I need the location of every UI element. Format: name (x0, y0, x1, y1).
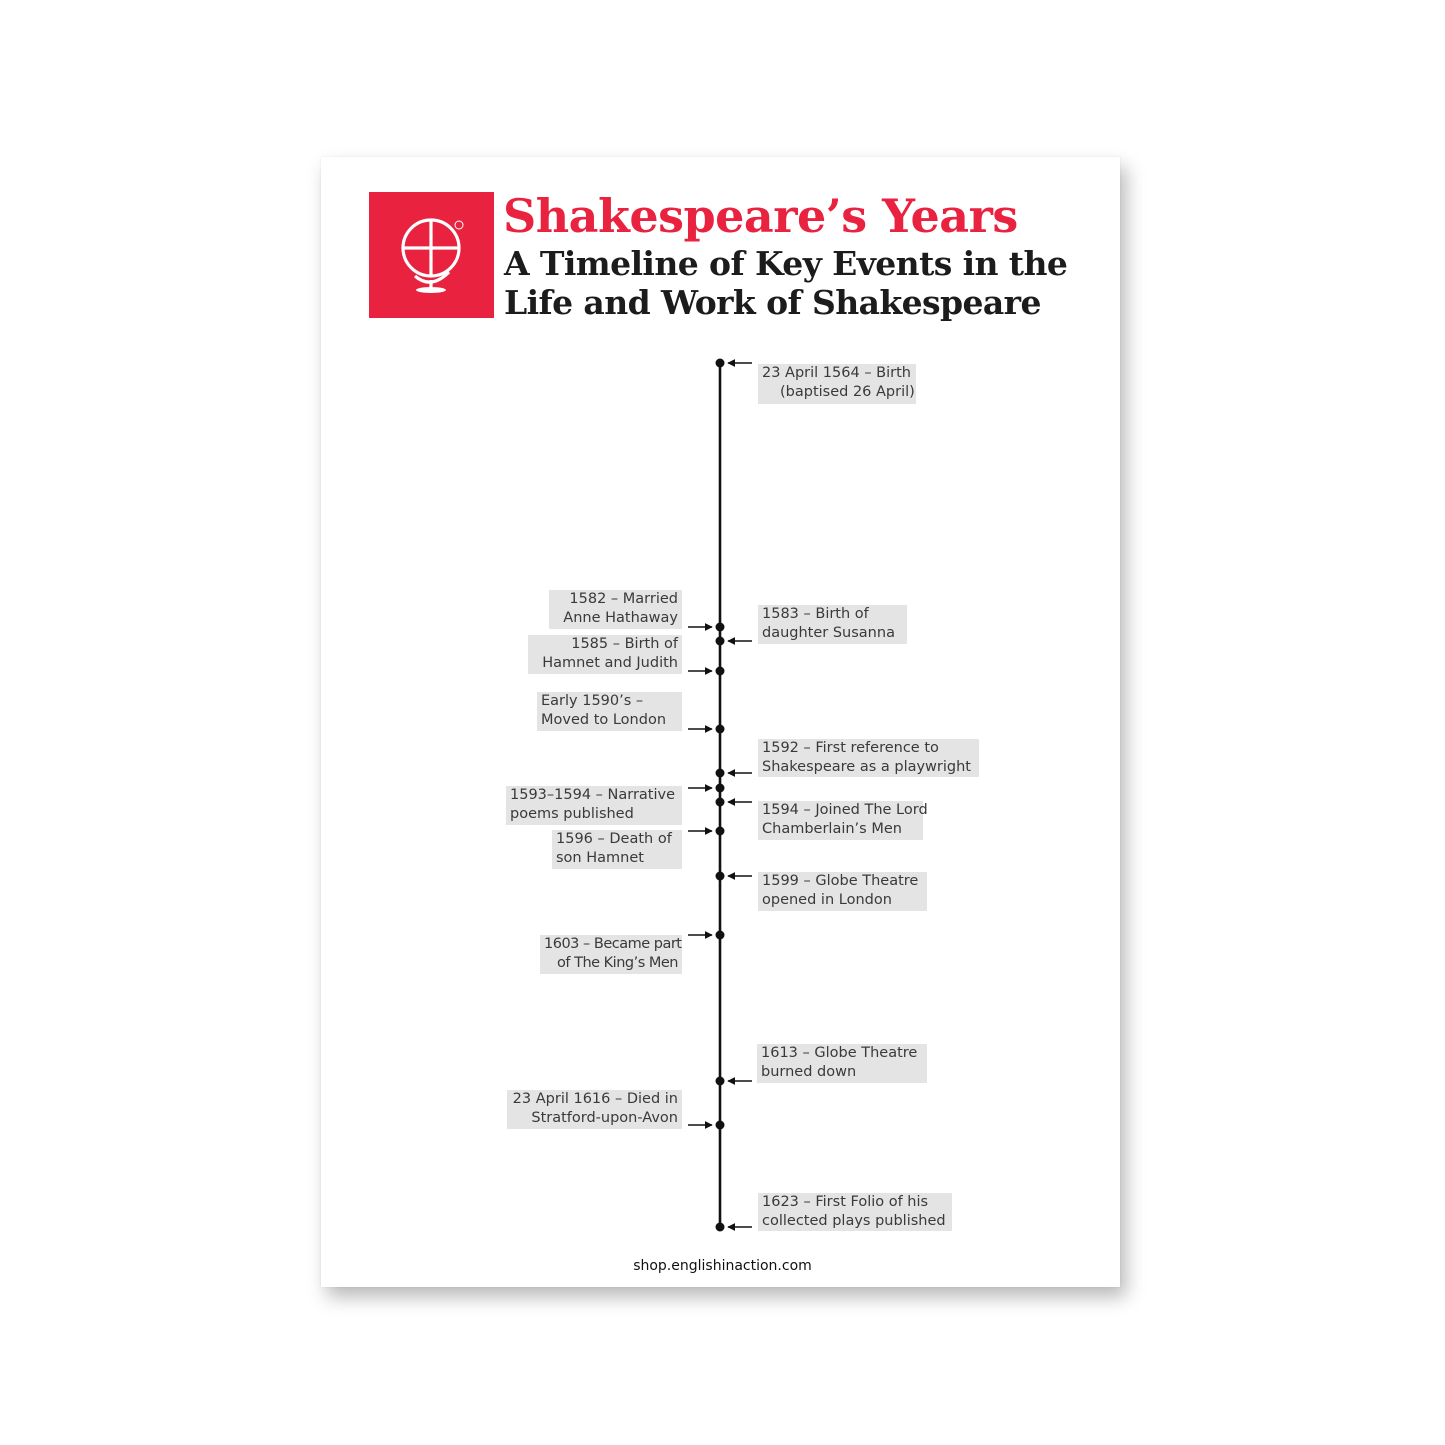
event-label-line: Anne Hathaway (563, 610, 678, 626)
timeline-dot-1593 (716, 784, 725, 793)
event-label-line: son Hamnet (556, 850, 644, 866)
event-label-line: collected plays published (762, 1213, 946, 1229)
timeline-dot-1594 (716, 798, 725, 807)
event-label-line: 1623 – First Folio of his (762, 1194, 929, 1210)
event-label-twins (528, 635, 682, 674)
event-label-line: 1613 – Globe Theatre (761, 1045, 918, 1061)
event-label-line: 23 April 1564 – Birth (762, 365, 911, 381)
event-label-line: 1583 – Birth of (762, 606, 869, 622)
event-label-line: 1593–1594 – Narrative (510, 787, 676, 803)
event-label-poems (506, 786, 682, 825)
event-label-married (549, 590, 682, 629)
footer-url: shop.englishinaction.com (633, 1258, 812, 1274)
event-label-line: Moved to London (541, 712, 667, 728)
timeline-dot-1603 (716, 931, 725, 940)
timeline-dot-1585 (716, 667, 725, 676)
event-label-line: 1582 – Married (569, 591, 678, 607)
event-label-line: (baptised 26 April) (780, 384, 915, 400)
timeline-dot-1583 (716, 637, 725, 646)
timeline-dot-1599 (716, 872, 725, 881)
event-label-line: burned down (761, 1064, 857, 1080)
event-label-line: 1594 – Joined The Lord (762, 802, 928, 818)
timeline-dot-1613 (716, 1077, 725, 1086)
event-label-burned (757, 1044, 927, 1083)
event-label-birth (758, 364, 916, 404)
subtitle-line: Life and Work of Shakespeare (504, 283, 1041, 322)
event-label-chamberlain (758, 801, 928, 840)
event-label-kings (540, 935, 682, 974)
event-label-susanna (758, 605, 907, 644)
event-label-line: 1603 – Became part (544, 936, 682, 952)
event-label-line: of The King’s Men (557, 955, 678, 971)
timeline-dot-1623 (716, 1223, 725, 1232)
timeline-dot-1592 (716, 769, 725, 778)
event-label-line: Chamberlain’s Men (762, 821, 902, 837)
timeline-dot-1590s (716, 725, 725, 734)
page-title: Shakespeare’s Years (503, 189, 1018, 243)
event-label-line: Shakespeare as a playwright (762, 759, 971, 775)
event-label-playwright (758, 739, 979, 777)
event-label-line: 23 April 1616 – Died in (512, 1091, 678, 1107)
event-label-line: Hamnet and Judith (542, 655, 678, 671)
event-label-london (537, 692, 682, 731)
event-label-line: opened in London (762, 892, 892, 908)
event-label-line: poems published (510, 806, 634, 822)
event-label-line: 1599 – Globe Theatre (762, 873, 919, 889)
subtitle-line: A Timeline of Key Events in the (504, 244, 1068, 283)
event-label-globe (758, 872, 927, 911)
timeline-dot-1616 (716, 1121, 725, 1130)
timeline-dot-1582 (716, 623, 725, 632)
event-label-line: 1596 – Death of (556, 831, 672, 847)
event-label-died (507, 1090, 682, 1129)
event-label-hamnet (552, 830, 682, 869)
event-label-line: 1592 – First reference to (762, 740, 939, 756)
event-label-line: 1585 – Birth of (571, 636, 678, 652)
event-label-line: Early 1590’s – (541, 693, 644, 709)
event-label-line: daughter Susanna (762, 625, 895, 641)
event-label-line: Stratford-upon-Avon (531, 1110, 678, 1126)
timeline-dot-1596 (716, 827, 725, 836)
timeline-dot-1564 (716, 359, 725, 368)
event-label-folio (758, 1193, 952, 1231)
